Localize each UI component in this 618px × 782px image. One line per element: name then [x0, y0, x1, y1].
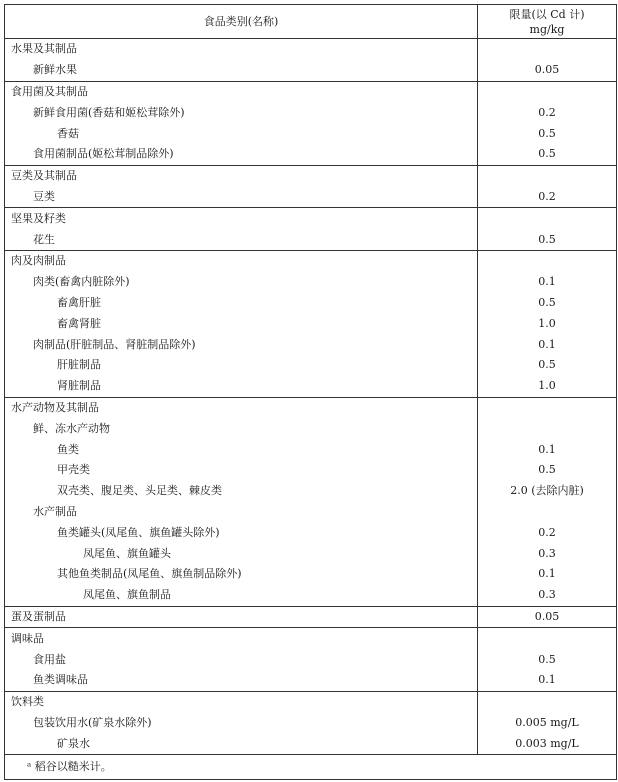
table-row [5, 628, 617, 649]
limit-value-cell: 0.1 [478, 439, 617, 460]
table-row [5, 229, 617, 250]
limit-value-cell: 0.2 [478, 522, 617, 543]
food-category-cell: 饮料类 [5, 691, 478, 712]
food-category-cell: 食用盐 [5, 649, 478, 670]
limit-value-cell: 0.5 [478, 460, 617, 481]
table-row [5, 713, 617, 734]
table-row [5, 670, 617, 691]
food-category-cell: 肾脏制品 [5, 376, 478, 397]
limit-value-cell: 0.1 [478, 334, 617, 355]
food-category-cell: 甲壳类 [5, 460, 478, 481]
table-row [5, 334, 617, 355]
food-category-cell: 香菇 [5, 123, 478, 144]
table-row [5, 649, 617, 670]
food-category-cell: 肉类(畜禽内脏除外) [5, 272, 478, 293]
table-row [5, 481, 617, 502]
food-category-cell: 水果及其制品 [5, 39, 478, 60]
food-category-cell: 双壳类、腹足类、头足类、棘皮类 [5, 481, 478, 502]
limit-value-cell: 0.1 [478, 670, 617, 691]
food-category-cell: 凤尾鱼、旗鱼罐头 [5, 543, 478, 564]
limit-value-cell: 0.5 [478, 355, 617, 376]
limit-value-cell [478, 628, 617, 649]
limit-value-cell: 0.5 [478, 293, 617, 314]
food-category-cell: 鱼类罐头(凤尾鱼、旗鱼罐头除外) [5, 522, 478, 543]
table-row [5, 144, 617, 165]
food-category-cell: 水产动物及其制品 [5, 397, 478, 418]
food-category-cell: 凤尾鱼、旗鱼制品 [5, 585, 478, 606]
table-row [5, 439, 617, 460]
table-row [5, 165, 617, 186]
food-category-cell: 包装饮用水(矿泉水除外) [5, 713, 478, 734]
food-category-cell: 肉及肉制品 [5, 250, 478, 271]
footnote-text: ᵃ 稻谷以糙米计。 [5, 755, 617, 780]
table-row [5, 250, 617, 271]
table-row [5, 397, 617, 418]
food-category-cell: 坚果及籽类 [5, 208, 478, 229]
food-category-cell: 水产制品 [5, 502, 478, 523]
limit-value-cell [478, 397, 617, 418]
food-category-cell: 鱼类调味品 [5, 670, 478, 691]
limit-value-cell: 0.5 [478, 123, 617, 144]
limit-value-cell: 0.1 [478, 272, 617, 293]
food-category-cell: 鱼类 [5, 439, 478, 460]
food-category-cell: 其他鱼类制品(凤尾鱼、旗鱼制品除外) [5, 564, 478, 585]
food-category-cell: 新鲜食用菌(香菇和姬松茸除外) [5, 102, 478, 123]
table-row [5, 81, 617, 102]
table-row [5, 272, 617, 293]
table-row [5, 522, 617, 543]
limit-value-cell: 0.003 mg/L [478, 733, 617, 754]
limit-value-cell: 0.05 [478, 606, 617, 628]
table-row [5, 418, 617, 439]
limit-value-cell [478, 39, 617, 60]
food-category-cell: 调味品 [5, 628, 478, 649]
food-category-cell: 食用菌制品(姬松茸制品除外) [5, 144, 478, 165]
table-row [5, 606, 617, 628]
limit-value-cell: 0.2 [478, 102, 617, 123]
limit-value-cell [478, 502, 617, 523]
category-column-header: 食品类别(名称) [5, 5, 478, 39]
food-category-cell: 食用菌及其制品 [5, 81, 478, 102]
food-category-cell: 豆类 [5, 187, 478, 208]
table-row [5, 313, 617, 334]
table-row [5, 585, 617, 606]
table-row [5, 564, 617, 585]
limit-header-unit: mg/kg [529, 22, 565, 36]
table-row [5, 543, 617, 564]
table-row [5, 39, 617, 60]
limit-value-cell: 0.5 [478, 649, 617, 670]
limit-value-cell: 0.3 [478, 585, 617, 606]
table-row [5, 293, 617, 314]
table-row [5, 208, 617, 229]
limit-value-cell: 0.5 [478, 144, 617, 165]
limit-value-cell: 0.5 [478, 229, 617, 250]
food-category-cell: 豆类及其制品 [5, 165, 478, 186]
limit-value-cell: 0.05 [478, 60, 617, 81]
limit-column-header [478, 5, 617, 39]
limit-value-cell: 1.0 [478, 313, 617, 334]
limit-value-cell: 0.005 mg/L [478, 713, 617, 734]
limit-value-cell: 2.0 (去除内脏) [478, 481, 617, 502]
food-category-cell: 肉制品(肝脏制品、肾脏制品除外) [5, 334, 478, 355]
table-row [5, 187, 617, 208]
limit-value-cell: 0.2 [478, 187, 617, 208]
food-category-cell: 矿泉水 [5, 733, 478, 754]
limit-value-cell [478, 418, 617, 439]
food-category-cell: 肝脏制品 [5, 355, 478, 376]
limit-value-cell [478, 250, 617, 271]
limit-value-cell [478, 81, 617, 102]
food-category-cell: 蛋及蛋制品 [5, 606, 478, 628]
food-category-cell: 花生 [5, 229, 478, 250]
cadmium-limit-table [4, 4, 617, 780]
table-row [5, 691, 617, 712]
table-row [5, 102, 617, 123]
table-row [5, 460, 617, 481]
table-row [5, 60, 617, 81]
limit-value-cell [478, 691, 617, 712]
table-row [5, 376, 617, 397]
food-category-cell: 鲜、冻水产动物 [5, 418, 478, 439]
limit-header-title: 限量(以 Cd 计) [509, 7, 585, 21]
cadmium-limit-table-container [4, 4, 616, 780]
food-category-cell: 畜禽肾脏 [5, 313, 478, 334]
table-row [5, 355, 617, 376]
table-header-row [5, 5, 617, 39]
food-category-cell: 畜禽肝脏 [5, 293, 478, 314]
limit-value-cell [478, 208, 617, 229]
footnote-row [5, 755, 617, 780]
limit-value-cell: 0.1 [478, 564, 617, 585]
table-row [5, 733, 617, 754]
table-body [5, 39, 617, 755]
table-row [5, 502, 617, 523]
limit-value-cell: 1.0 [478, 376, 617, 397]
food-category-cell: 新鲜水果 [5, 60, 478, 81]
limit-value-cell [478, 165, 617, 186]
limit-value-cell: 0.3 [478, 543, 617, 564]
table-row [5, 123, 617, 144]
